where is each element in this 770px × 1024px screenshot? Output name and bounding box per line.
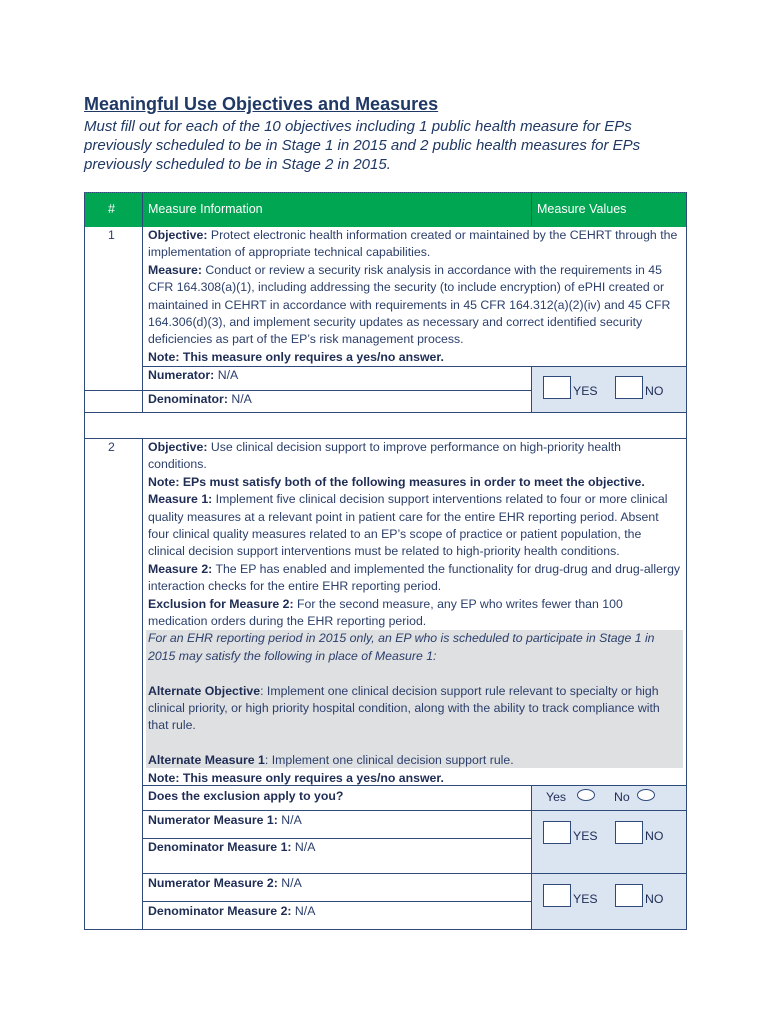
measure-label: Measure: [148, 262, 202, 277]
measure-text: Conduct or review a security risk analysis in accordance with the requirements in 45 CFR 164.308(a)(1), including addressing the security (to include encryption) of ePHI created or maintained in CEHRT in accordance with requirements in 45 CFR 164.312(a)(2)(iv) and 45 CFR 164.306(d)(3), and implement security updates as necessary and correct identified security deficiencies as part of the EP’s risk management process. [148, 262, 671, 347]
objective-label: Objective: [148, 228, 208, 242]
objective-text: Use clinical decision support to improve performance on high-priority health conditions. [148, 440, 621, 472]
no-label: NO [645, 892, 664, 906]
row1-info [148, 227, 678, 366]
denominator2-label: Denominator Measure 2: [148, 904, 292, 918]
no-checkbox[interactable] [615, 376, 643, 399]
numerator2-value: N/A [277, 876, 302, 890]
measure2-text: The EP has enabled and implemented the functionality for drug-drug and drug-allergy interaction checks for the entire EHR reporting period. [148, 561, 681, 594]
numerator-label: Numerator: [148, 368, 215, 382]
yes-label: YES [573, 384, 598, 398]
denominator1-label: Denominator Measure 1: [148, 840, 292, 854]
note: Note: EPs must satisfy both of the following measures in order to meet the objective. [148, 474, 645, 489]
page-subtitle: Must fill out for each of the 10 objectives including 1 public health measure for EPs previously scheduled to be in Stage 1 in 2015 and 2 public health measures for EPs previously scheduled to be in Stage 2 in 2015. [84, 118, 641, 173]
header-info: Measure Information [148, 202, 263, 216]
m1-no-checkbox[interactable] [615, 821, 643, 844]
alt-measure-text: : Implement one clinical decision support rule. [264, 753, 514, 768]
table-header [84, 192, 687, 227]
measure2-label: Measure 2: [148, 561, 213, 576]
numerator-value: N/A [214, 368, 239, 382]
no-radio[interactable] [637, 789, 655, 801]
objective-label: Objective: [148, 440, 208, 454]
yes-label: YES [573, 829, 598, 843]
denominator-label: Denominator: [148, 392, 228, 406]
numerator1-label: Numerator Measure 1: [148, 813, 278, 827]
measure1-label: Measure 1: [148, 492, 213, 507]
yes-radio[interactable] [577, 789, 595, 801]
m2-no-checkbox[interactable] [615, 884, 643, 907]
yes-radio-label: Yes [546, 790, 567, 804]
m1-yes-checkbox[interactable] [543, 821, 571, 844]
yes-label: YES [573, 892, 598, 906]
numerator2-label: Numerator Measure 2: [148, 876, 278, 890]
yes-checkbox[interactable] [543, 376, 571, 399]
header-num: # [108, 202, 115, 216]
alt-objective-label: Alternate Objective [148, 683, 261, 698]
exclusion-label: Exclusion for Measure 2: [148, 596, 294, 611]
note: Note: This measure only requires a yes/no answer. [148, 770, 444, 785]
no-label: NO [645, 384, 664, 398]
denominator-value: N/A [227, 392, 252, 406]
header-values: Measure Values [537, 202, 627, 216]
alt-objective-text: : Implement one clinical decision support rule relevant to specialty or high clinical priority, or high priority hospital condition, along with the ability to track compliance with that rule. [148, 683, 660, 733]
no-label: NO [645, 829, 664, 843]
alternate-intro: For an EHR reporting period in 2015 only, an EP who is scheduled to participate in Stage 1 in 2015 may satisfy the following in place of Measure 1: [148, 631, 655, 663]
row-number: 1 [108, 228, 115, 242]
denominator1-value: N/A [291, 840, 316, 854]
exclusion-text: For the second measure, any EP who writes fewer than 100 medication orders during the EHR reporting period. [148, 596, 623, 629]
no-radio-label: No [614, 790, 630, 804]
values-cell [531, 785, 686, 930]
m2-yes-checkbox[interactable] [543, 884, 571, 907]
exclusion-question: Does the exclusion apply to you? [148, 789, 344, 803]
numerator1-value: N/A [277, 813, 302, 827]
row-number: 2 [108, 440, 115, 454]
denominator2-value: N/A [291, 904, 316, 918]
objective-text: Protect electronic health information created or maintained by the CEHRT through the implementation of appropriate technical capabilities. [148, 228, 678, 260]
measure1-text: Implement five clinical decision support interventions related to four or more clinical quality measures at a relevant point in patient care for the entire EHR reporting period. Absent four clinical quality measures related to an EP’s scope of practice or patient population, the clinical decision support interventions must be related to high-priority health conditions. [148, 492, 668, 559]
alt-measure-label: Alternate Measure 1 [148, 753, 265, 768]
note: Note: This measure only requires a yes/no answer. [148, 349, 444, 364]
page-title: Meaningful Use Objectives and Measures [84, 94, 439, 114]
row2-info [148, 439, 681, 787]
